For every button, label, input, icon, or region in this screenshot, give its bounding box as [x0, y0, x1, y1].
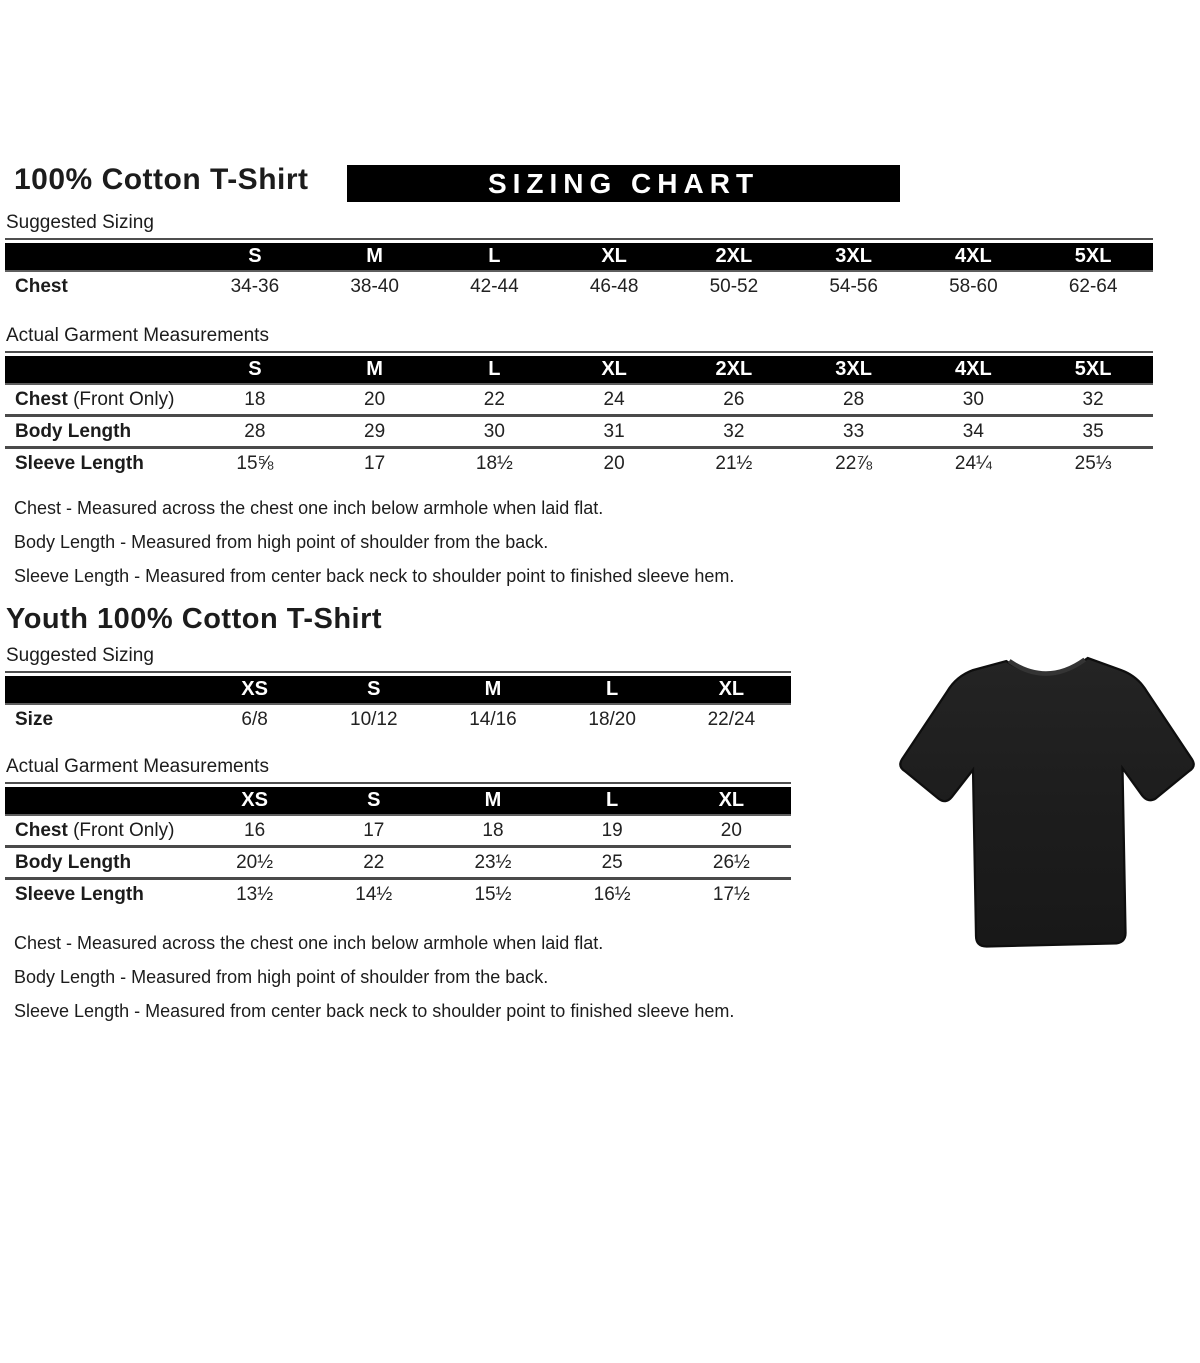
measurement-value: 19 — [601, 819, 623, 841]
youth-actual-table — [5, 787, 791, 909]
page-root — [0, 163, 1200, 1363]
youth-actual-measurements-label: Actual Garment Measurements — [6, 756, 269, 777]
measurement-value: 58-60 — [949, 275, 998, 297]
measurement-value: 46-48 — [589, 275, 639, 297]
tshirt-image — [896, 629, 1198, 977]
table-row — [5, 815, 791, 847]
suggested-sizing-label: Suggested Sizing — [6, 212, 154, 233]
table-row — [5, 879, 791, 910]
measurement-value: 22⅞ — [794, 448, 914, 479]
sizing-chart-banner: SIZING CHART — [347, 165, 900, 202]
size-column-header: 4XL — [914, 243, 1034, 271]
measurement-value: 29 — [315, 416, 435, 448]
measurement-value: 24 — [603, 388, 625, 410]
measurement-note: Body Length - Measured from high point of shoulder from the back. — [14, 532, 549, 552]
size-column-header: 3XL — [794, 356, 914, 384]
divider — [5, 671, 791, 673]
measurement-note: Body Length - Measured from high point of shoulder from the back. — [14, 967, 549, 987]
size-column-header: XL — [672, 787, 791, 815]
divider — [5, 351, 1153, 353]
size-column-header: S — [314, 787, 433, 815]
measurement-value: 20 — [364, 388, 386, 410]
measurement-note: Chest - Measured across the chest one inch below armhole when laid flat. — [14, 933, 604, 953]
adult-title: 100% Cotton T-Shirt — [14, 163, 309, 196]
measurement-value: 28 — [843, 388, 865, 410]
measurement-value: 15⅝ — [195, 448, 315, 479]
measurement-value: 38-40 — [350, 275, 399, 297]
actual-measurements-label: Actual Garment Measurements — [6, 325, 269, 346]
table-row — [5, 847, 791, 879]
adult-measurement-notes — [14, 491, 1200, 593]
measurement-value: 6/8 — [241, 708, 268, 730]
measurement-value: 16 — [244, 819, 266, 841]
size-header-spacer — [5, 356, 195, 384]
youth-title: Youth 100% Cotton T-Shirt — [6, 603, 383, 635]
adult-actual-table — [5, 356, 1153, 478]
row-label: Sleeve Length — [5, 448, 195, 479]
measurement-value: 22 — [314, 847, 433, 879]
measurement-value: 35 — [1033, 416, 1153, 448]
row-label: Sleeve Length — [5, 879, 195, 910]
size-column-header: 5XL — [1033, 356, 1153, 384]
size-column-header: M — [433, 787, 552, 815]
size-column-header: M — [315, 356, 435, 384]
measurement-value: 20½ — [195, 847, 314, 879]
size-column-header: XS — [195, 676, 314, 704]
row-label: Chest — [15, 275, 68, 297]
measurement-value: 10/12 — [350, 708, 398, 730]
row-label: Chest (Front Only) — [15, 819, 175, 841]
measurement-value: 14½ — [314, 879, 433, 910]
measurement-value: 26 — [723, 388, 745, 410]
measurement-value: 28 — [195, 416, 315, 448]
size-column-header: 5XL — [1033, 243, 1153, 271]
table-row — [5, 384, 1153, 416]
measurement-value: 16½ — [553, 879, 672, 910]
size-column-header: 4XL — [914, 356, 1034, 384]
measurement-value: 23½ — [433, 847, 552, 879]
measurement-value: 17 — [315, 448, 435, 479]
measurement-value: 32 — [674, 416, 794, 448]
measurement-value: 50-52 — [709, 275, 759, 297]
measurement-value: 18 — [244, 388, 266, 410]
measurement-value: 18/20 — [588, 708, 636, 730]
size-column-header: XS — [195, 787, 314, 815]
measurement-value: 32 — [1082, 388, 1104, 410]
youth-suggested-table — [5, 676, 791, 734]
measurement-value: 22 — [483, 388, 505, 410]
measurement-value: 20 — [554, 448, 674, 479]
youth-suggested-sizing-label: Suggested Sizing — [6, 645, 154, 666]
adult-suggested-table — [5, 243, 1153, 301]
measurement-note: Sleeve Length - Measured from center back neck to shoulder point to finished sleeve hem. — [14, 566, 735, 586]
measurement-value: 25 — [553, 847, 672, 879]
row-label: Size — [15, 708, 54, 730]
measurement-value: 26½ — [672, 847, 791, 879]
table-row — [5, 271, 1153, 301]
measurement-note: Chest - Measured across the chest one inch below armhole when laid flat. — [14, 498, 604, 518]
table-row — [5, 448, 1153, 479]
size-column-header: S — [195, 356, 315, 384]
measurement-value: 24¼ — [914, 448, 1034, 479]
table-row — [5, 704, 791, 734]
measurement-value: 18½ — [435, 448, 555, 479]
row-label: Body Length — [5, 847, 195, 879]
adult-section — [0, 163, 1200, 593]
size-column-header: M — [433, 676, 552, 704]
measurement-value: 33 — [794, 416, 914, 448]
measurement-value: 54-56 — [829, 275, 878, 297]
size-column-header: L — [553, 676, 672, 704]
measurement-value: 14/16 — [469, 708, 517, 730]
measurement-value: 17 — [363, 819, 385, 841]
divider — [5, 238, 1153, 240]
adult-header-row — [0, 163, 1200, 209]
measurement-value: 20 — [720, 819, 742, 841]
tshirt-body — [900, 658, 1193, 946]
measurement-value: 62-64 — [1068, 275, 1118, 297]
tshirt-graphic — [896, 629, 1198, 977]
measurement-value: 34-36 — [230, 275, 280, 297]
measurement-value: 30 — [435, 416, 555, 448]
measurement-value: 22/24 — [707, 708, 756, 730]
size-column-header: S — [314, 676, 433, 704]
size-column-header: 2XL — [674, 243, 794, 271]
measurement-value: 25⅓ — [1033, 448, 1153, 479]
table-row — [5, 416, 1153, 448]
size-column-header: L — [435, 243, 555, 271]
size-column-header: L — [553, 787, 672, 815]
measurement-value: 42-44 — [470, 275, 519, 297]
size-header-spacer — [5, 676, 195, 704]
row-label: Chest (Front Only) — [15, 388, 175, 410]
size-column-header: 2XL — [674, 356, 794, 384]
size-column-header: M — [315, 243, 435, 271]
measurement-value: 34 — [914, 416, 1034, 448]
measurement-value: 18 — [482, 819, 504, 841]
measurement-value: 15½ — [433, 879, 552, 910]
measurement-value: 21½ — [674, 448, 794, 479]
measurement-value: 31 — [554, 416, 674, 448]
measurement-value: 17½ — [672, 879, 791, 910]
size-column-header: S — [195, 243, 315, 271]
measurement-note: Sleeve Length - Measured from center back neck to shoulder point to finished sleeve hem. — [14, 1001, 735, 1021]
size-header-spacer — [5, 243, 195, 271]
measurement-value: 13½ — [195, 879, 314, 910]
row-label: Body Length — [5, 416, 195, 448]
size-header-spacer — [5, 787, 195, 815]
size-column-header: L — [435, 356, 555, 384]
size-column-header: XL — [554, 356, 674, 384]
size-column-header: XL — [672, 676, 791, 704]
size-column-header: 3XL — [794, 243, 914, 271]
measurement-value: 30 — [962, 388, 984, 410]
size-column-header: XL — [554, 243, 674, 271]
divider — [5, 782, 791, 784]
